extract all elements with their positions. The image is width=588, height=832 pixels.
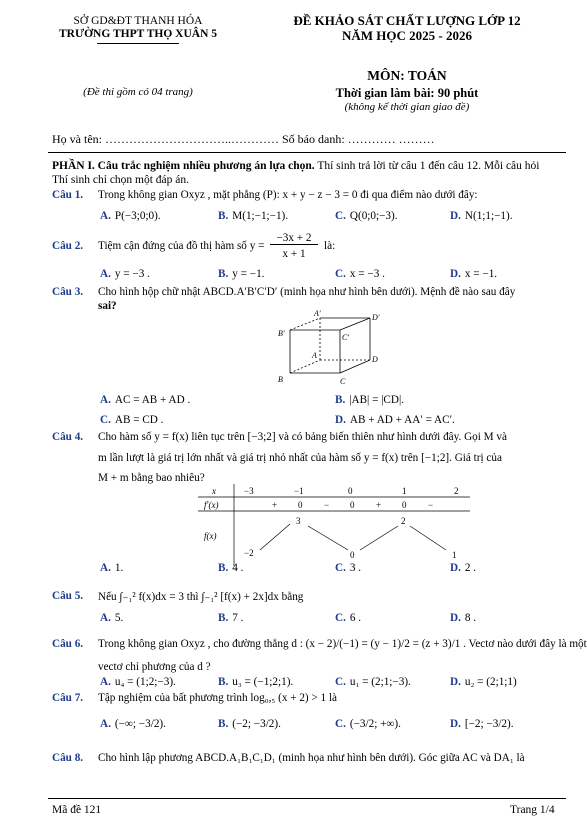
header-separator (48, 152, 566, 153)
q6-text: Trong không gian Oxyz , cho đường thẳng d : (x − 2)/(−1) = (y − 1)/2 = (z + 3)/1 . Vectơ nào dưới đây là một (98, 638, 587, 650)
label-d1: D′ (372, 313, 380, 322)
exam-title: ĐỀ KHẢO SÁT CHẤT LƯỢNG LỚP 12 (293, 13, 521, 28)
exam-code: Mã đề 121 (52, 804, 102, 816)
q6-option-a[interactable]: A. u₄ = (1;2;−3). (100, 676, 176, 688)
svg-text:−3: −3 (244, 486, 254, 496)
q8-text: Cho hình lập phương ABCD.A₁B₁C₁D₁ (minh họa như hình bên dưới). Góc giữa AC và DA₁ là (98, 752, 525, 764)
time-note: (không kể thời gian giao đề) (344, 101, 470, 113)
part1-desc1: Thí sinh trả lời từ câu 1 đến câu 12. Mỗi câu hỏi (314, 160, 540, 172)
svg-text:f′(x): f′(x) (204, 500, 219, 510)
q5-option-d[interactable]: D. 8 . (450, 612, 477, 624)
q7-option-b[interactable]: B. (−2; −3/2). (218, 718, 281, 730)
q1-label: Câu 1. (52, 189, 84, 201)
q1-text: Trong không gian Oxyz , mặt phẳng (P): x + y − z − 3 = 0 đi qua điểm nào dưới đây: (98, 189, 478, 201)
label-c: C (340, 377, 346, 386)
part1-title: PHẦN I. Câu trắc nghiệm nhiều phương án lựa chọn. (52, 160, 315, 172)
svg-text:+: + (272, 500, 278, 510)
q4-label: Câu 4. (52, 431, 84, 443)
q3-text-sai: sai? (98, 300, 117, 312)
svg-text:2: 2 (454, 486, 459, 496)
svg-text:−: − (324, 500, 330, 510)
q4-option-d[interactable]: D. 2 . (450, 562, 477, 574)
q2-option-b[interactable]: B. y = −1. (218, 268, 265, 280)
label-d: D (372, 355, 378, 364)
q2-option-d[interactable]: D. x = −1. (450, 268, 498, 280)
q2-text: Tiệm cận đứng của đồ thị hàm số y = (98, 240, 265, 252)
candidate-info-line: Họ và tên: …………………………..………… Số báo danh: ………… ……… (52, 132, 435, 146)
school-name: TRƯỜNG THPT THỌ XUÂN 5 (58, 28, 218, 40)
q6-text2: vectơ chỉ phương của d ? (98, 661, 211, 673)
page-number: Trang 1/4 (510, 804, 555, 816)
pages-note: (Đề thi gồm có 04 trang) (83, 86, 193, 98)
svg-text:2: 2 (401, 516, 406, 526)
dept-name: SỞ GD&ĐT THANH HÓA (73, 15, 203, 27)
q1-option-d[interactable]: D. N(1;1;−1). (450, 210, 513, 222)
q7-option-d[interactable]: D. [−2; −3/2). (450, 718, 514, 730)
q1-option-b[interactable]: B. M(1;−1;−1). (218, 210, 289, 222)
label-a1: A′ (314, 310, 321, 318)
svg-text:0: 0 (348, 486, 353, 496)
q5-option-c[interactable]: C. 6 . (335, 612, 362, 624)
label-a: A (312, 351, 317, 360)
q5-option-b[interactable]: B. 7 . (218, 612, 244, 624)
header-underline (97, 43, 179, 44)
footer-separator (48, 798, 566, 799)
svg-text:0: 0 (298, 500, 303, 510)
q5-option-a[interactable]: A. 5. (100, 612, 124, 624)
q3-option-a[interactable]: A. AC = AB + AD . (100, 394, 191, 406)
q3-label: Câu 3. (52, 286, 84, 298)
q7-option-a[interactable]: A. (−∞; −3/2). (100, 718, 166, 730)
svg-text:−1: −1 (294, 486, 304, 496)
svg-text:3: 3 (296, 516, 301, 526)
q2-label: Câu 2. (52, 240, 84, 252)
q8-label: Câu 8. (52, 752, 84, 764)
q5-label: Câu 5. (52, 590, 84, 602)
q5-text: Nếu ∫₋₁² f(x)dx = 3 thì ∫₋₁² [f(x) + 2x]dx bằng (98, 591, 304, 603)
q2-option-a[interactable]: A. y = −3 . (100, 268, 150, 280)
subject: MÔN: TOÁN (367, 68, 447, 83)
svg-text:1: 1 (452, 550, 457, 560)
q7-label: Câu 7. (52, 692, 84, 704)
q4-option-b[interactable]: B. 4 . (218, 562, 244, 574)
label-b1: B′ (278, 329, 285, 338)
q1-option-a[interactable]: A. P(−3;0;0). (100, 210, 161, 222)
q6-option-b[interactable]: B. u₃ = (−1;2;1). (218, 676, 294, 688)
q2-option-c[interactable]: C. x = −3 . (335, 268, 385, 280)
q2-text-end: là: (324, 240, 336, 252)
part1-desc2: Thí sinh chỉ chọn một đáp án. (52, 174, 190, 186)
q4-text: Cho hàm số y = f(x) liên tục trên [−3;2] và có bảng biến thiên như hình dưới đây. Gọi M và (98, 431, 507, 443)
exam-time: Thời gian làm bài: 90 phút (335, 86, 479, 100)
q3-text: Cho hình hộp chữ nhật ABCD.A′B′C′D′ (minh họa như hình bên dưới). Mệnh đề nào sau đây (98, 286, 516, 298)
svg-text:x: x (212, 486, 216, 496)
svg-text:−: − (428, 500, 434, 510)
q6-label: Câu 6. (52, 638, 84, 650)
q1-option-c[interactable]: C. Q(0;0;−3). (335, 210, 398, 222)
q6-option-c[interactable]: C. u₁ = (2;1;−3). (335, 676, 411, 688)
q2-numerator: −3x + 2 (270, 232, 318, 245)
label-b: B (278, 375, 283, 384)
svg-text:0: 0 (350, 550, 355, 560)
q7-text: Tập nghiệm của bất phương trình log₀,₅ (x + 2) > 1 là (98, 692, 338, 704)
svg-text:1: 1 (402, 486, 407, 496)
svg-text:−2: −2 (244, 548, 254, 558)
school-year: NĂM HỌC 2025 - 2026 (342, 28, 472, 43)
q2-denominator: x + 1 (282, 248, 306, 260)
q3-option-b[interactable]: B. |AB| = |CD|. (335, 394, 405, 406)
q7-option-c[interactable]: C. (−3/2; +∞). (335, 718, 401, 730)
q4-option-a[interactable]: A. 1. (100, 562, 124, 574)
svg-text:0: 0 (402, 500, 407, 510)
q4-option-c[interactable]: C. 3 . (335, 562, 362, 574)
svg-text:f(x): f(x) (204, 531, 217, 541)
q6-option-d[interactable]: D. u₂ = (2;1;1) (450, 676, 517, 688)
svg-text:+: + (376, 500, 382, 510)
cuboid-figure (270, 310, 390, 390)
q4-text2: m lần lượt là giá trị lớn nhất và giá trị nhỏ nhất của hàm số y = f(x) trên [−1;2]. Giá trị của (98, 452, 502, 464)
q3-option-d[interactable]: D. AB + AD + AA′ = AC′. (335, 414, 455, 426)
svg-text:0: 0 (350, 500, 355, 510)
q4-text3: M + m bằng bao nhiêu? (98, 472, 205, 484)
part1-heading (52, 160, 539, 172)
q3-option-c[interactable]: C. AB = CD . (100, 414, 164, 426)
variation-table (198, 484, 478, 566)
label-c1: C′ (342, 333, 350, 342)
